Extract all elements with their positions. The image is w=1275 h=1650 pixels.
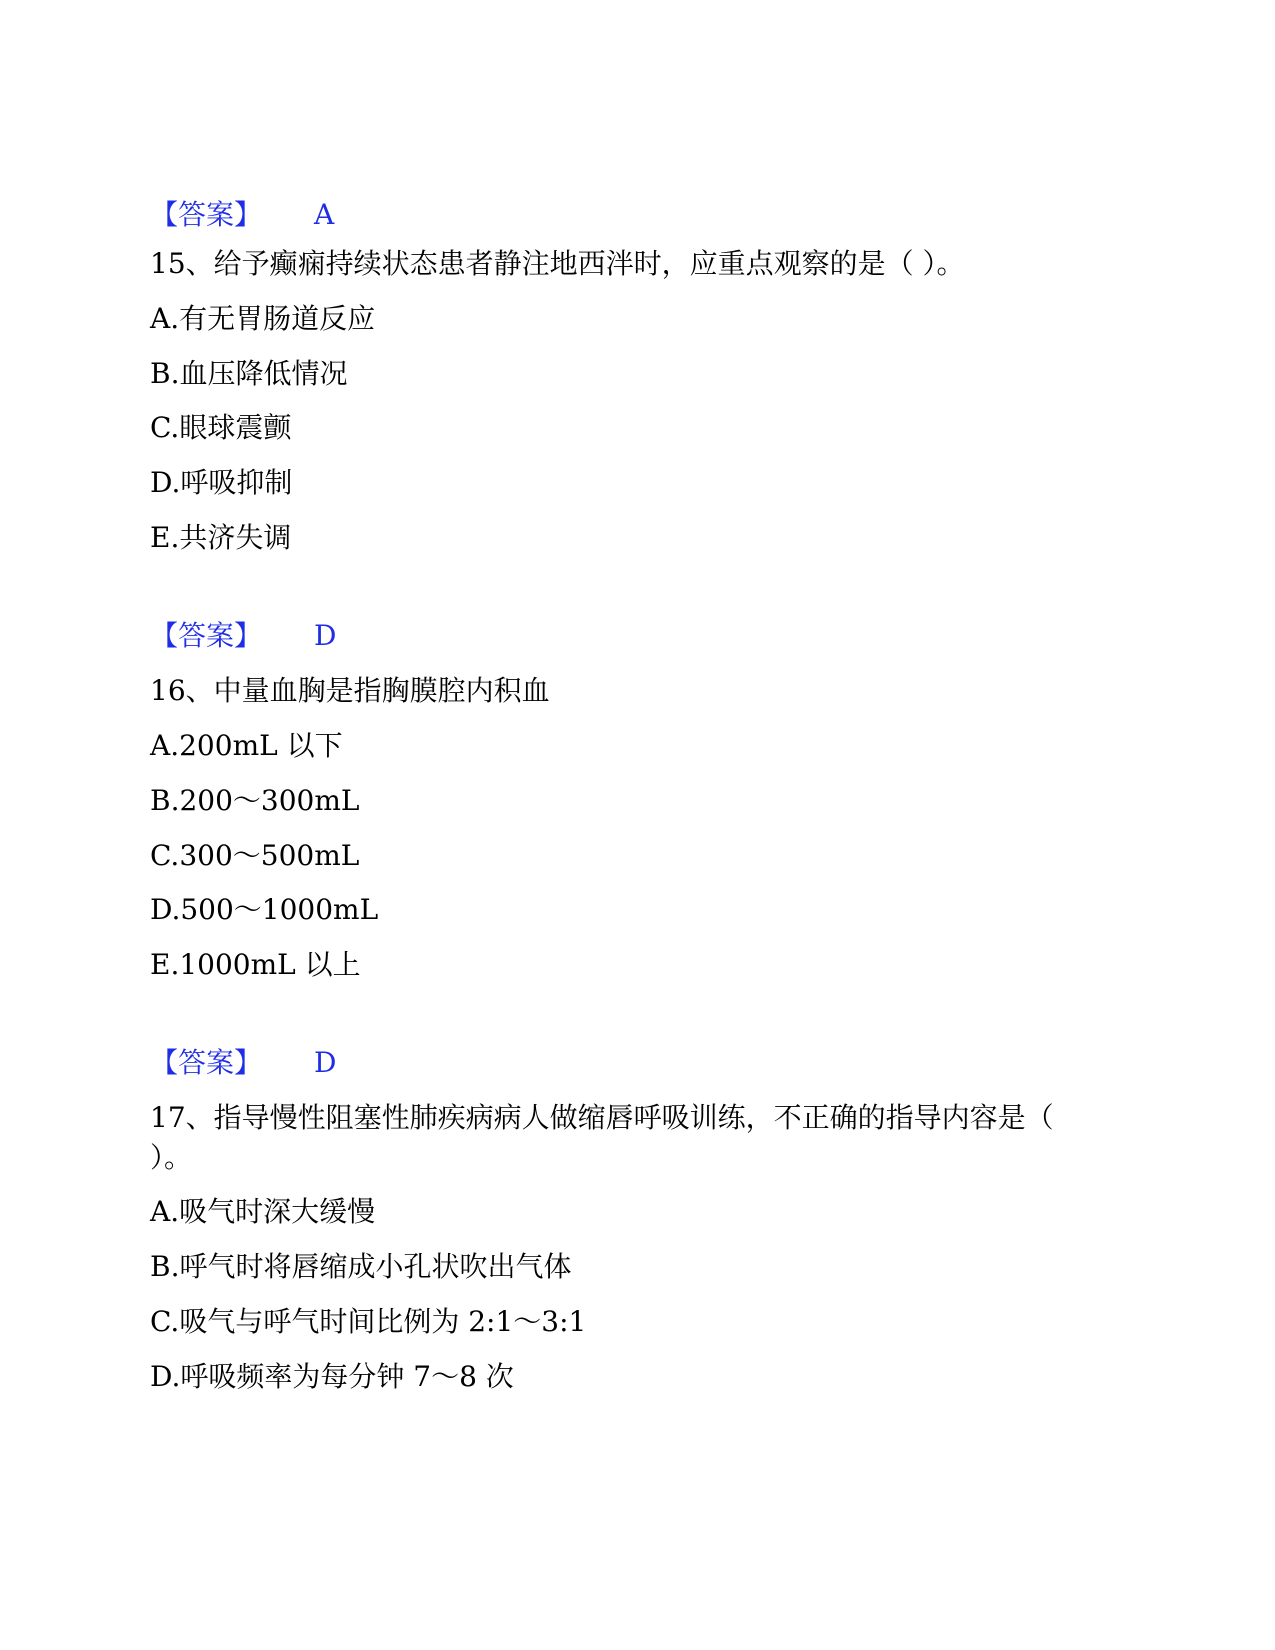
option-15-b: B.血压降低情况 — [150, 357, 348, 390]
option-15-e: E.共济失调 — [150, 521, 292, 554]
answer-value: D — [314, 619, 337, 652]
option-15-a: A.有无胃肠道反应 — [150, 302, 376, 335]
option-17-b: B.呼气时将唇缩成小孔状吹出气体 — [150, 1250, 572, 1283]
option-15-c: C.眼球震颤 — [150, 411, 292, 444]
option-16-b: B.200～300mL — [150, 784, 360, 817]
answer-value: A — [314, 198, 335, 231]
answer-value: D — [314, 1046, 337, 1079]
option-16-a: A.200mL 以下 — [150, 729, 343, 762]
option-16-e: E.1000mL 以上 — [150, 948, 361, 981]
answer-15 — [150, 618, 336, 654]
answer-label: 【答案】 — [150, 198, 263, 231]
question-17-line1: 17、指导慢性阻塞性肺疾病病人做缩唇呼吸训练，不正确的指导内容是（ — [150, 1101, 1054, 1134]
option-17-a: A.吸气时深大缓慢 — [150, 1195, 376, 1228]
question-17-line2: ）。 — [150, 1141, 193, 1174]
option-17-d: D.呼吸频率为每分钟 7～8 次 — [150, 1360, 514, 1393]
option-17-c: C.吸气与呼气时间比例为 2:1～3:1 — [150, 1305, 587, 1338]
answer-14 — [150, 197, 334, 233]
option-16-c: C.300～500mL — [150, 839, 360, 872]
answer-16 — [150, 1045, 336, 1081]
answer-label: 【答案】 — [150, 619, 263, 652]
question-16: 16、中量血胸是指胸膜腔内积血 — [150, 674, 550, 707]
question-15: 15、给予癫痫持续状态患者静注地西泮时，应重点观察的是（ ）。 — [150, 247, 965, 280]
option-15-d: D.呼吸抑制 — [150, 466, 293, 499]
answer-label: 【答案】 — [150, 1046, 263, 1079]
option-16-d: D.500～1000mL — [150, 893, 379, 926]
